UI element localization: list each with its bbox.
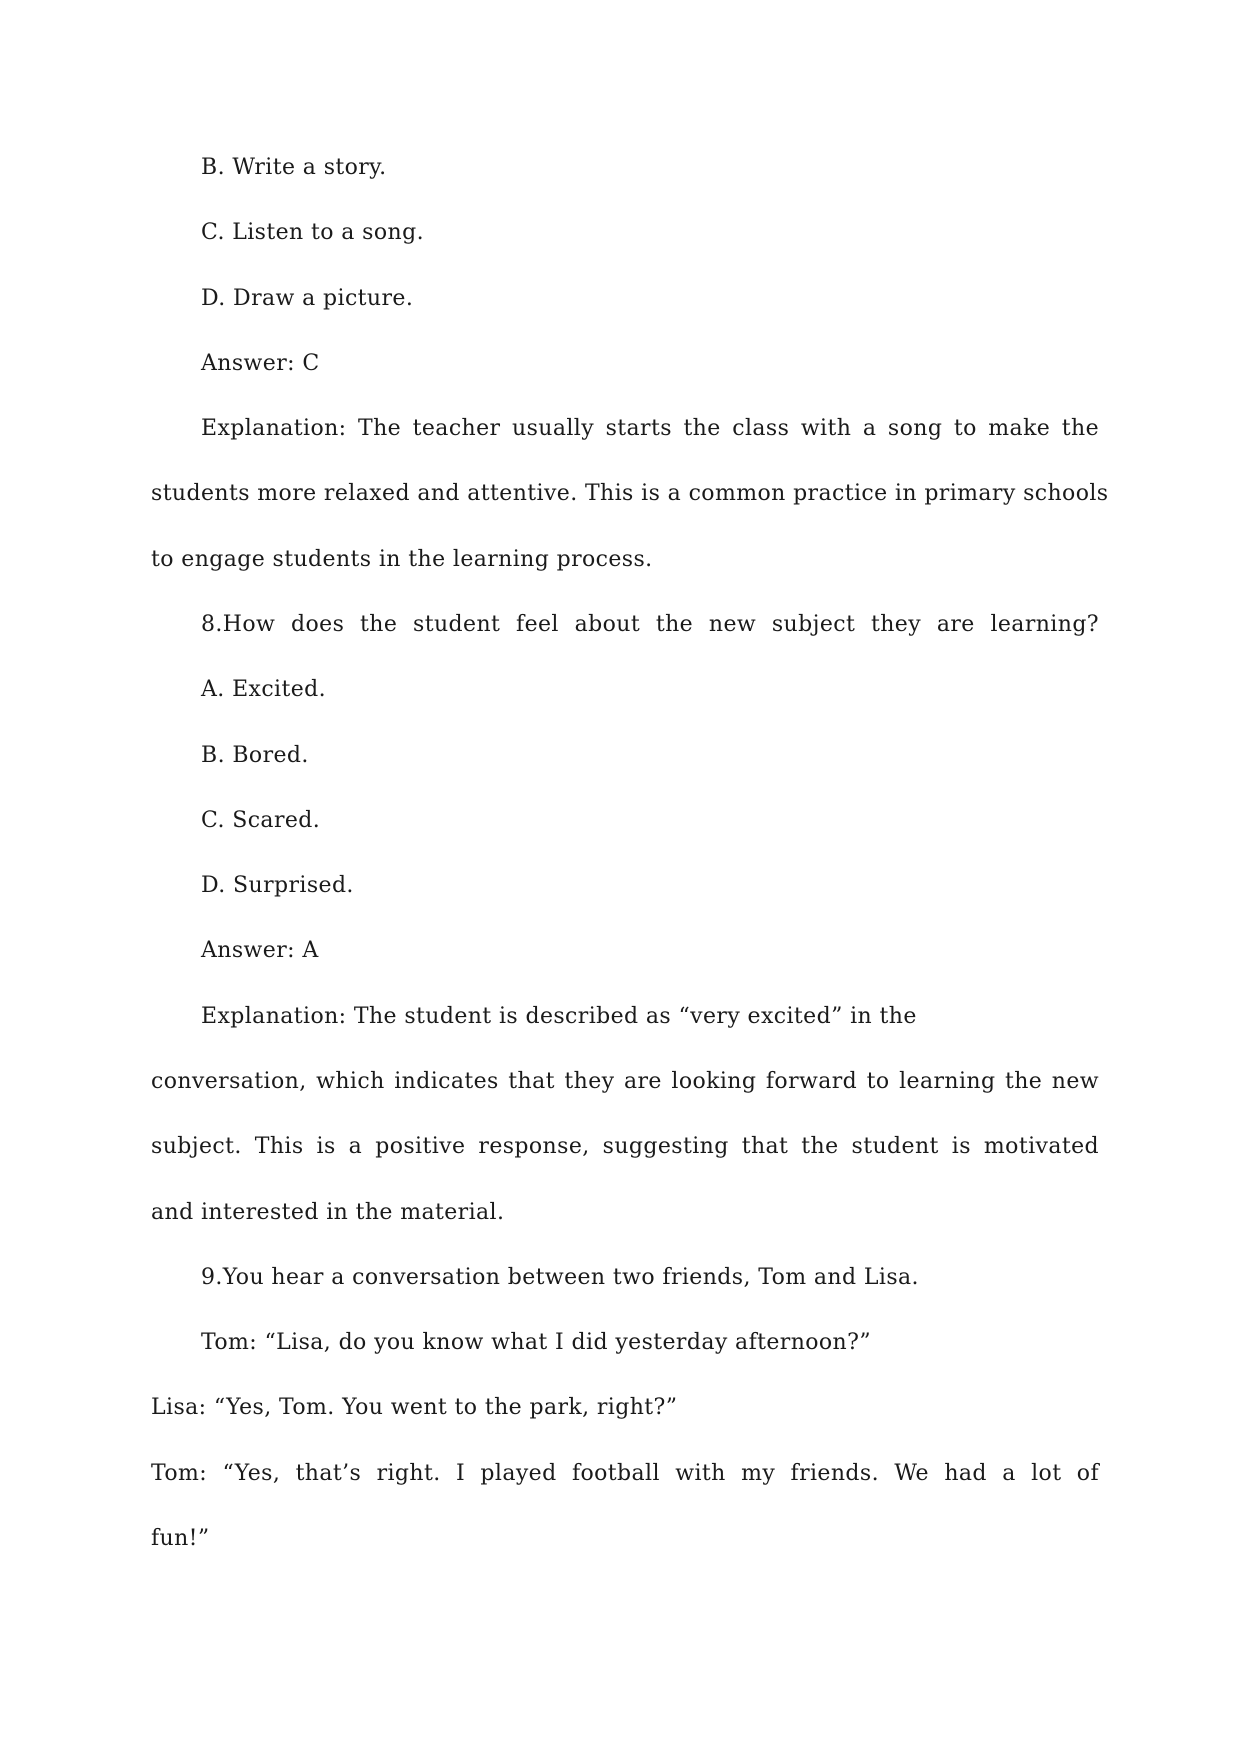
q8-explanation-line: Explanation: The student is described as “very excited” in the	[201, 1004, 917, 1029]
q9-dialogue-line: fun!”	[151, 1526, 210, 1551]
q7-option-c: C. Listen to a song.	[201, 220, 424, 245]
q9-dialogue-line: Lisa: “Yes, Tom. You went to the park, right?”	[151, 1395, 678, 1420]
q7-option-b: B. Write a story.	[201, 155, 387, 180]
q8-option-c: C. Scared.	[201, 808, 321, 833]
q7-option-d: D. Draw a picture.	[201, 286, 414, 311]
q7-explanation-line: students more relaxed and attentive. This is a common practice in primary schools	[151, 481, 1109, 506]
q7-answer: Answer: C	[201, 351, 320, 376]
q7-explanation-line: Explanation: The teacher usually starts the class with a song to make the	[201, 416, 1099, 441]
q8-option-d: D. Surprised.	[201, 873, 354, 898]
q8-option-a: A. Excited.	[201, 677, 327, 702]
q9-question: 9.You hear a conversation between two friends, Tom and Lisa.	[201, 1265, 919, 1290]
q8-explanation-line: conversation, which indicates that they are looking forward to learning the new	[151, 1069, 1099, 1094]
q9-dialogue-line: Tom: “Yes, that’s right. I played football with my friends. We had a lot of	[151, 1461, 1099, 1486]
q8-question: 8.How does the student feel about the new subject they are learning?	[201, 612, 1099, 637]
q8-explanation-line: subject. This is a positive response, suggesting that the student is motivated	[151, 1134, 1099, 1159]
q8-answer: Answer: A	[201, 938, 319, 963]
q8-explanation-line: and interested in the material.	[151, 1200, 505, 1225]
q9-dialogue-line: Tom: “Lisa, do you know what I did yesterday afternoon?”	[201, 1330, 871, 1355]
q8-option-b: B. Bored.	[201, 743, 309, 768]
q7-explanation-line: to engage students in the learning process.	[151, 547, 653, 572]
